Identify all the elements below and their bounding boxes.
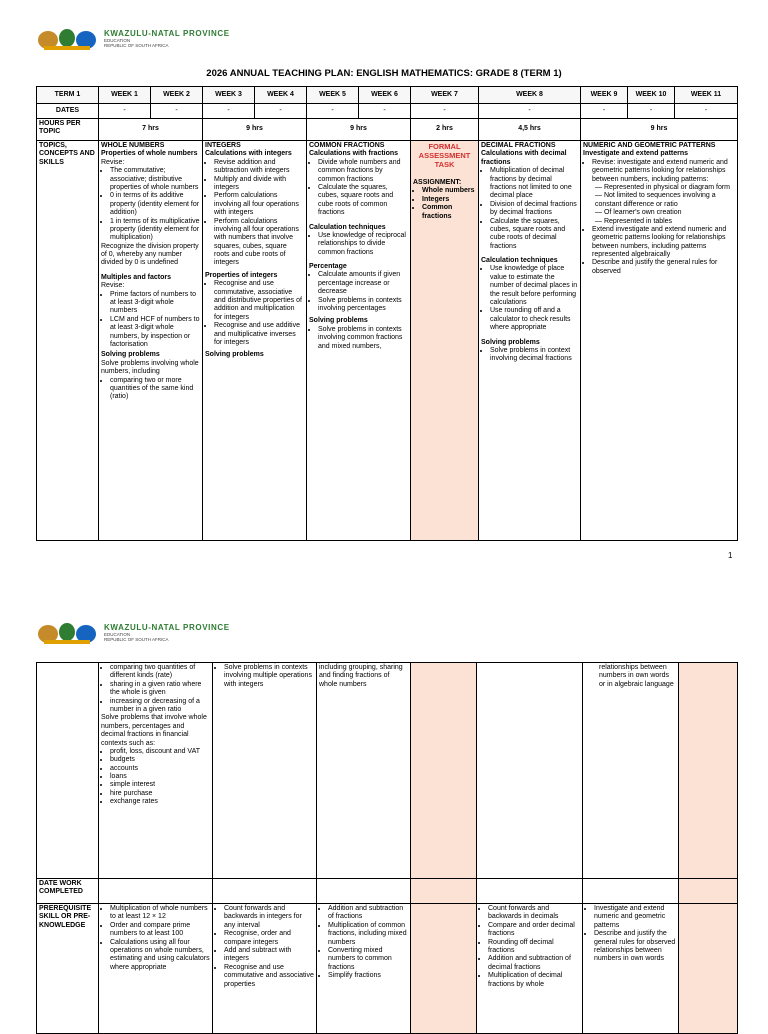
subheading: Solving problems	[205, 351, 264, 359]
topic-integers-cont	[213, 663, 317, 879]
hours-cell: 9 hrs	[203, 119, 307, 141]
week-9: WEEK 9	[581, 87, 628, 104]
revise-label: Revise:	[101, 158, 125, 166]
topics-label: TOPICS, CONCEPTS AND SKILLS	[37, 141, 99, 541]
prereq-whole-numbers	[99, 904, 213, 1034]
list-item: • Converting mixed numbers to common fractions	[328, 947, 408, 972]
prereq-formal	[411, 904, 477, 1034]
formal-assessment-label: FORMAL ASSESSMENT TASK	[418, 142, 471, 169]
list-item: • hire purchase	[110, 790, 210, 798]
list-item: — Represented in tables	[595, 217, 673, 225]
body-text: relationships between numbers in own words or in algebraic language	[599, 664, 674, 688]
list-item: • Revise addition and subtraction with integers	[214, 159, 304, 176]
list-item: • Add and subtract with integers	[224, 947, 314, 964]
list-item: • Integers	[422, 196, 476, 204]
subheading: Solving problems	[309, 317, 368, 325]
list-item: • Multiplication of whole numbers to at least 12 × 12	[110, 905, 210, 922]
hours-cell: 7 hrs	[99, 119, 203, 141]
list-item: • Multiplication of decimal fractions by whole	[488, 972, 580, 989]
subheading: Multiples and factors	[101, 273, 172, 281]
week-5: WEEK 5	[307, 87, 359, 104]
date-cell: -	[628, 104, 675, 119]
week-2: WEEK 2	[151, 87, 203, 104]
topic-whole-numbers	[99, 141, 203, 541]
topic-heading: WHOLE NUMBERS	[101, 142, 165, 149]
list-item: • Addition and subtraction of fractions	[328, 905, 408, 922]
list-item: — Represented in physical or diagram form	[595, 183, 731, 191]
date-completed-cell[interactable]	[477, 879, 583, 904]
date-cell: -	[479, 104, 581, 119]
list-item: • Count forwards and backwards in decimals	[488, 905, 580, 922]
list-item: • accounts	[110, 765, 210, 773]
country-name: REPUBLIC OF SOUTH AFRICA	[104, 42, 169, 48]
topic-sub: Properties of whole numbers	[101, 150, 198, 158]
list-item: • Multiplication of common fractions, including mixed numbers	[328, 922, 408, 947]
list-item: — Not limited to sequences involving a constant difference or ratio	[595, 192, 716, 208]
subheading: Solving problems	[481, 338, 540, 346]
recognize-text: Recognize the division property of 0, whereby any number divided by 0 is undefined	[101, 242, 199, 267]
list-item: • sharing in a given ratio where the whole is given	[110, 681, 210, 698]
province-crest-icon	[36, 26, 98, 52]
list-item: • Use knowledge of reciprocal relationships to divide common fractions	[318, 232, 408, 257]
date-cell: -	[307, 104, 359, 119]
list-item: • budgets	[110, 756, 210, 764]
date-cell: -	[255, 104, 307, 119]
list-item: • The commutative; associative; distributive properties of whole numbers	[110, 167, 200, 192]
hours-cell: 9 hrs	[307, 119, 411, 141]
list-item: • Order and compare prime numbers to at least 100	[110, 922, 210, 939]
list-item: • Calculate amounts if given percentage increase or decrease	[318, 271, 408, 296]
province-crest-icon	[36, 620, 98, 646]
list-item: • Multiplication of decimal fractions by decimal fractions not limited to one decimal place	[490, 167, 578, 201]
prereq-revision	[679, 904, 738, 1034]
list-item: • Count forwards and backwards in integers for any interval	[224, 905, 314, 930]
list-item: • Solve problems in context involving decimal fractions	[490, 347, 578, 364]
prereq-integers	[213, 904, 317, 1034]
list-item: • Calculations using all four operations on whole numbers, estimating and using calculators where appropriate	[110, 939, 210, 973]
topic-heading: COMMON FRACTIONS	[309, 142, 385, 149]
date-completed-label: DATE WORK COMPLETED	[37, 879, 99, 904]
dates-label: DATES	[37, 104, 99, 119]
body-text: Solve problems that involve whole numbers, percentages and decimal fractions in financial contexts such as:	[101, 714, 207, 747]
list-item: • Addition and subtraction of decimal fractions	[488, 955, 580, 972]
week-11: WEEK 11	[675, 87, 738, 104]
body-text: including grouping, sharing and finding fractions of whole numbers	[319, 664, 403, 688]
date-cell: -	[203, 104, 255, 119]
list-item: • Use knowledge of place value to estimate the number of decimal places in the result before performing calculations	[490, 265, 578, 307]
topic-heading: INTEGERS	[205, 142, 241, 149]
topic-integers	[203, 141, 307, 541]
topics-label-cont	[37, 663, 99, 879]
date-cell: -	[151, 104, 203, 119]
list-item: • Rounding off decimal fractions	[488, 939, 580, 956]
hours-cell: 2 hrs	[411, 119, 479, 141]
list-item: • Multiply and divide with integers	[214, 176, 304, 193]
list-item: • Solve problems in contexts involving multiple operations with integers	[224, 664, 314, 689]
topic-whole-numbers-cont	[99, 663, 213, 879]
term-label: TERM 1	[37, 87, 99, 104]
list-item: • Solve problems in contexts involving percentages	[318, 297, 408, 314]
list-item: • Recognise and use additive and multiplicative inverses for integers	[214, 322, 304, 347]
topic-common-fractions	[307, 141, 411, 541]
prereq-fractions	[317, 904, 411, 1034]
revise-label: Revise:	[101, 282, 125, 290]
subheading: Percentage	[309, 263, 347, 271]
list-item: • Prime factors of numbers to at least 3-digit whole numbers	[110, 291, 200, 316]
list-item: • Solve problems in contexts involving common fractions and mixed numbers,	[318, 326, 408, 351]
prereq-decimals	[477, 904, 583, 1034]
week-7: WEEK 7	[411, 87, 479, 104]
formal-assessment-cont	[411, 663, 477, 879]
date-completed-cell[interactable]	[679, 879, 738, 904]
subheading: Properties of integers	[205, 271, 278, 279]
list-item: • Perform calculations involving all four operations with numbers that involve squares, cubes, square roots and cube roots of integers	[214, 218, 304, 268]
week-8: WEEK 8	[479, 87, 581, 104]
province-name: KWAZULU-NATAL PROVINCE	[104, 623, 230, 632]
list-item: • Revise: investigate and extend numeric and geometric patterns looking for relationships between numbers, including patterns:	[592, 159, 735, 184]
list-item: • Recognise and use commutative and associative properties	[224, 964, 314, 989]
list-item: • comparing two or more quantities of the same kind (ratio)	[110, 377, 200, 402]
country-name: REPUBLIC OF SOUTH AFRICA	[104, 636, 169, 642]
assignment-label: ASSIGNMENT:	[413, 179, 462, 186]
header-logo-1	[36, 26, 230, 52]
list-item: • Simplify fractions	[328, 972, 408, 980]
list-item: • 1 in terms of its multiplicative property (identity element for multiplication)	[110, 218, 200, 243]
topic-sub: Calculations with integers	[205, 150, 292, 158]
week-4: WEEK 4	[255, 87, 307, 104]
list-item: • Describe and justify the general rules for observed	[592, 259, 735, 276]
header-logo-2	[36, 620, 230, 646]
list-item: • Recognise and use commutative, associative and distributive properties of addition and multiplication for integers	[214, 280, 304, 322]
topic-patterns	[581, 141, 738, 541]
topic-decimals-cont	[477, 663, 583, 879]
list-item: • Compare and order decimal fractions	[488, 922, 580, 939]
date-completed-cell[interactable]	[411, 879, 477, 904]
list-item: • Divide whole numbers and common fractions by common fractions	[318, 159, 408, 184]
week-10: WEEK 10	[628, 87, 675, 104]
list-item: • increasing or decreasing of a number in a given ratio	[110, 698, 210, 715]
topic-formal-assessment	[411, 141, 479, 541]
list-item: • 0 in terms of its additive property (identity element for addition)	[110, 192, 200, 217]
list-item: • simple interest	[110, 781, 210, 789]
list-item: • Extend investigate and extend numeric and geometric patterns looking for relationships between numbers, including patterns represented algebraically	[592, 226, 735, 260]
list-item: • loans	[110, 773, 210, 781]
list-item: • exchange rates	[110, 798, 210, 806]
date-cell: -	[581, 104, 628, 119]
body-text: Solve problems involving whole numbers, including	[101, 359, 199, 376]
topic-patterns-cont	[583, 663, 679, 879]
topic-sub: Calculations with fractions	[309, 150, 399, 158]
date-cell: -	[359, 104, 411, 119]
revision-cont	[679, 663, 738, 879]
date-completed-cell[interactable]	[317, 879, 411, 904]
date-completed-cell[interactable]	[213, 879, 317, 904]
prereq-patterns	[583, 904, 679, 1034]
list-item: • Division of decimal fractions by decimal fractions	[490, 201, 578, 218]
list-item: • comparing two quantities of different kinds (rate)	[110, 664, 210, 681]
subheading: Calculation techniques	[309, 223, 386, 231]
plan-table-page-2	[36, 662, 738, 1034]
week-6: WEEK 6	[359, 87, 411, 104]
list-item: • Common fractions	[422, 204, 476, 221]
week-3: WEEK 3	[203, 87, 255, 104]
list-item: • Use rounding off and a calculator to check results where appropriate	[490, 307, 578, 332]
topic-sub: Calculations with decimal fractions	[481, 150, 567, 166]
list-item: • Recognise, order and compare integers	[224, 930, 314, 947]
topic-decimal-fractions	[479, 141, 581, 541]
list-item: • LCM and HCF of numbers to at least 3-digit whole numbers, by inspection or factorisation	[110, 316, 200, 350]
list-item: • Describe and justify the general rules for observed relationships between numbers in own words	[594, 930, 676, 964]
list-item: • Perform calculations involving all four operations with integers	[214, 192, 304, 217]
topic-heading: NUMERIC AND GEOMETRIC PATTERNS	[583, 142, 716, 149]
hours-label: HOURS PER TOPIC	[37, 119, 99, 141]
date-cell: -	[411, 104, 479, 119]
topic-sub: Investigate and extend patterns	[583, 150, 689, 158]
dept-name: EDUCATION	[104, 38, 131, 43]
prereq-label: PREREQUISITE SKILL OR PRE-KNOWLEDGE	[37, 904, 99, 1034]
topic-heading: DECIMAL FRACTIONS	[481, 142, 556, 149]
date-cell: -	[675, 104, 738, 119]
list-item: • Whole numbers	[422, 187, 476, 195]
list-item: — Of learner's own creation	[595, 209, 682, 217]
list-item: • Calculate the squares, cubes, square roots and cube roots of common fractions	[318, 184, 408, 218]
page-number: 1	[728, 551, 733, 560]
plan-table-page-1	[36, 86, 738, 541]
province-name: KWAZULU-NATAL PROVINCE	[104, 29, 230, 38]
topic-fractions-cont	[317, 663, 411, 879]
dept-name: EDUCATION	[104, 632, 131, 637]
date-cell: -	[99, 104, 151, 119]
list-item: • Calculate the squares, cubes, square roots and cube roots of decimal fractions	[490, 218, 578, 252]
subheading: Calculation techniques	[481, 257, 558, 265]
page-title: 2026 ANNUAL TEACHING PLAN: ENGLISH MATHEMATICS: GRADE 8 (TERM 1)	[206, 68, 562, 79]
subheading: Solving problems	[101, 351, 160, 359]
week-1: WEEK 1	[99, 87, 151, 104]
date-completed-cell[interactable]	[99, 879, 213, 904]
date-completed-cell[interactable]	[583, 879, 679, 904]
list-item: • Investigate and extend numeric and geometric patterns	[594, 905, 676, 930]
hours-cell: 9 hrs	[581, 119, 738, 141]
list-item: • profit, loss, discount and VAT	[110, 748, 210, 756]
hours-cell: 4,5 hrs	[479, 119, 581, 141]
